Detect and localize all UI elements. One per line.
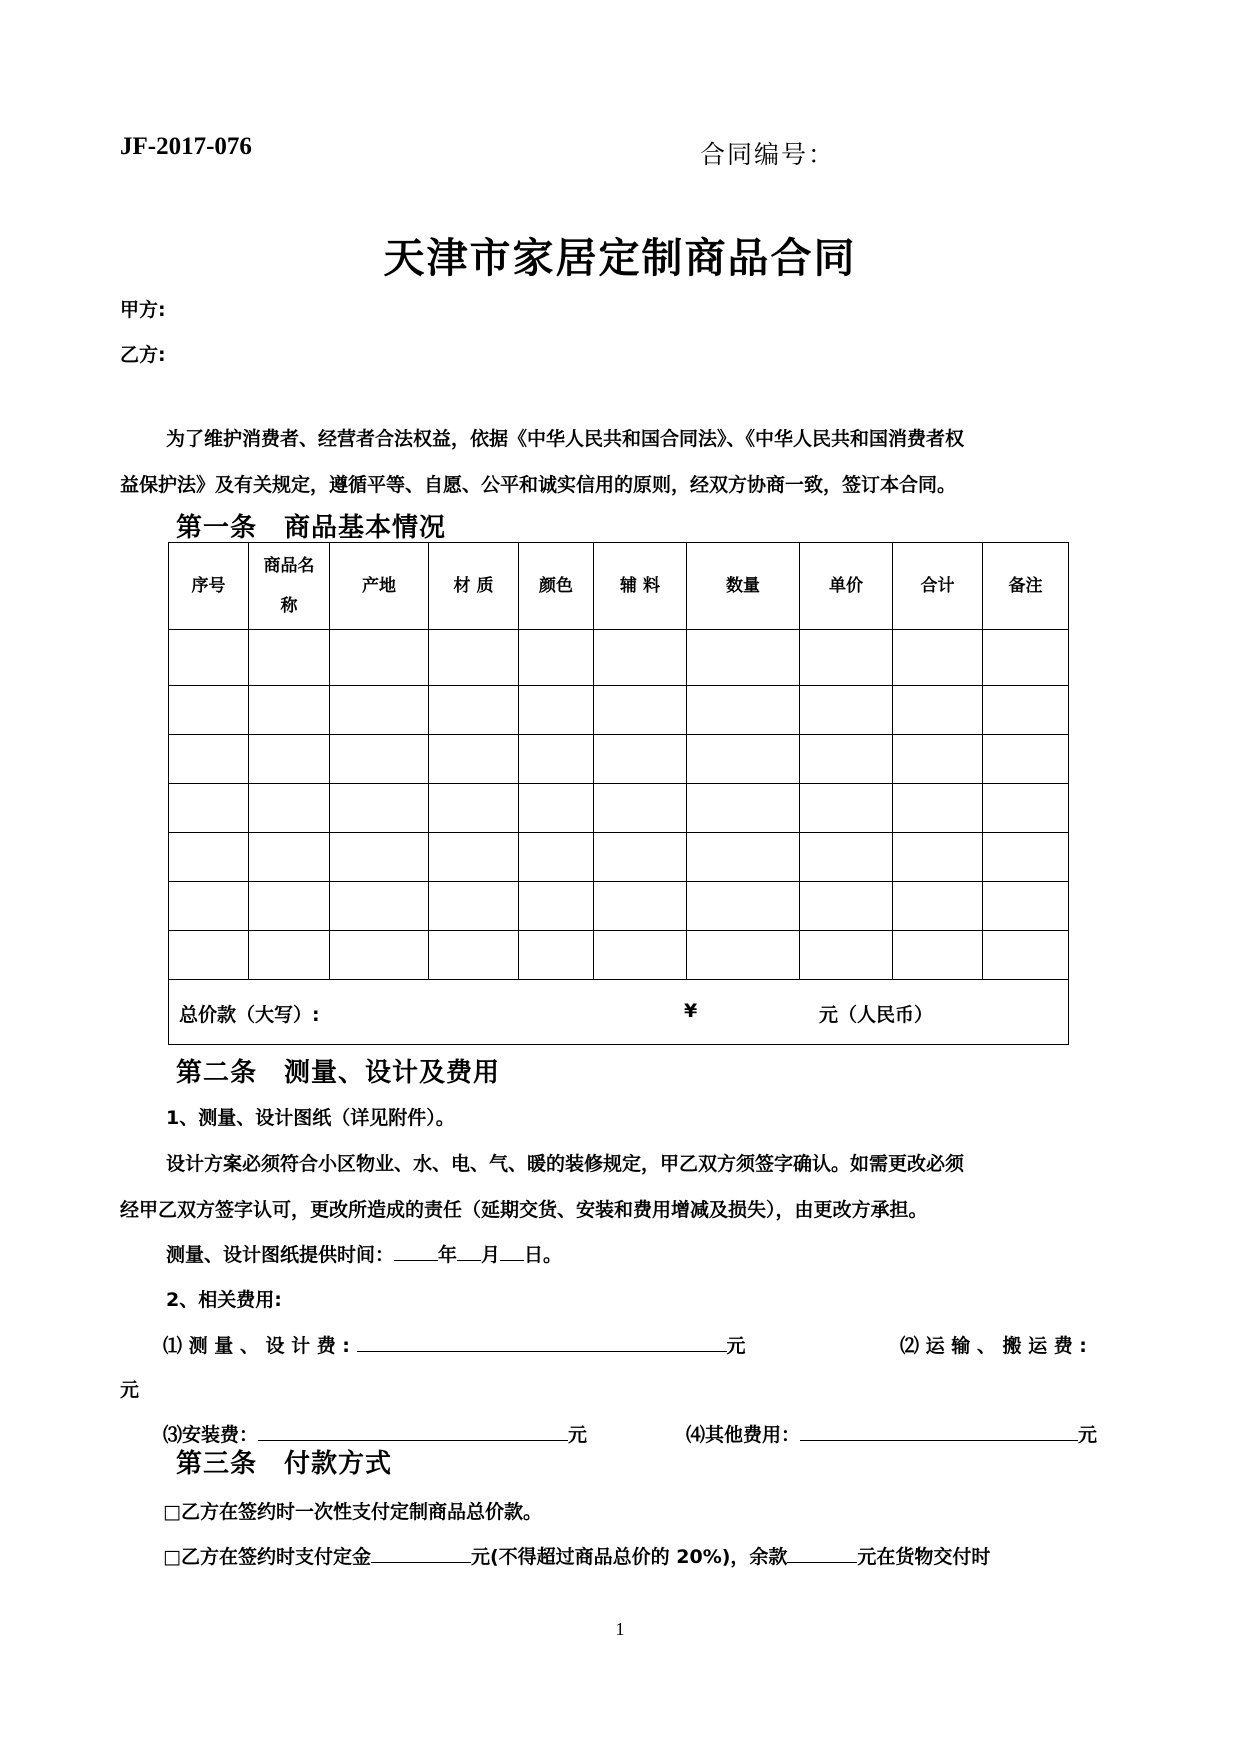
table-cell[interactable] xyxy=(800,735,893,784)
table-cell[interactable] xyxy=(800,630,893,686)
table-cell[interactable] xyxy=(687,931,800,980)
design-time-line xyxy=(166,1240,562,1267)
document-code: JF-2017-076 xyxy=(120,133,252,160)
table-cell[interactable] xyxy=(983,931,1069,980)
total-price-row xyxy=(169,980,1069,1045)
table-cell[interactable] xyxy=(893,882,983,931)
table-cell[interactable] xyxy=(594,630,687,686)
table-cell[interactable] xyxy=(594,735,687,784)
table-cell[interactable] xyxy=(429,630,519,686)
month-blank[interactable] xyxy=(457,1240,481,1261)
total-price-label: 总价款（大写）: xyxy=(179,1004,320,1026)
column-header: 备注 xyxy=(983,543,1069,630)
table-cell[interactable] xyxy=(249,686,330,735)
table-cell[interactable] xyxy=(519,931,594,980)
table-cell[interactable] xyxy=(169,735,249,784)
fee-install-unit: 元 xyxy=(568,1424,588,1446)
column-header: 产地 xyxy=(330,543,429,630)
table-cell[interactable] xyxy=(687,833,800,882)
party-a-label: 甲方: xyxy=(120,299,166,321)
table-cell[interactable] xyxy=(594,833,687,882)
table-cell[interactable] xyxy=(169,630,249,686)
table-cell[interactable] xyxy=(893,784,983,833)
table-cell[interactable] xyxy=(893,735,983,784)
table-cell[interactable] xyxy=(594,882,687,931)
deposit-label: □乙方在签约时支付定金 xyxy=(163,1546,371,1568)
section1-heading: 第一条 商品基本情况 xyxy=(176,513,447,543)
table-cell[interactable] xyxy=(594,686,687,735)
column-header: 序号 xyxy=(169,543,249,630)
table-cell[interactable] xyxy=(687,882,800,931)
table-cell[interactable] xyxy=(330,630,429,686)
table-cell[interactable] xyxy=(983,882,1069,931)
table-cell[interactable] xyxy=(429,882,519,931)
fee-transport-label: ⑵ 运 输 、 搬 运 费 : xyxy=(900,1335,1087,1357)
table-cell[interactable] xyxy=(519,686,594,735)
contract-number-label: 合同编号： xyxy=(700,140,836,169)
table-cell[interactable] xyxy=(169,882,249,931)
fee-install-blank[interactable] xyxy=(258,1420,568,1441)
fee-measure-design-blank[interactable] xyxy=(357,1331,727,1352)
payment-option-full[interactable]: □乙方在签约时一次性支付定制商品总价款。 xyxy=(163,1501,542,1523)
total-price-cell[interactable] xyxy=(169,980,1069,1045)
table-cell[interactable] xyxy=(519,882,594,931)
table-cell[interactable] xyxy=(169,833,249,882)
table-cell[interactable] xyxy=(169,784,249,833)
table-row xyxy=(169,931,1069,980)
table-row xyxy=(169,784,1069,833)
column-header: 单价 xyxy=(800,543,893,630)
table-cell[interactable] xyxy=(429,686,519,735)
page-number: 1 xyxy=(615,1619,625,1639)
table-cell[interactable] xyxy=(330,833,429,882)
table-cell[interactable] xyxy=(983,630,1069,686)
table-cell[interactable] xyxy=(893,833,983,882)
table-cell[interactable] xyxy=(687,735,800,784)
table-row xyxy=(169,630,1069,686)
column-header: 合计 xyxy=(893,543,983,630)
fee-other-blank[interactable] xyxy=(800,1420,1078,1441)
table-cell[interactable] xyxy=(519,630,594,686)
column-header: 数量 xyxy=(687,543,800,630)
balance-note: 元在货物交付时 xyxy=(857,1546,991,1568)
table-cell[interactable] xyxy=(687,784,800,833)
table-cell[interactable] xyxy=(249,882,330,931)
deposit-note: 元(不得超过商品总价的 20%)，余款 xyxy=(470,1546,788,1568)
fee-other-unit: 元 xyxy=(1078,1424,1098,1446)
measure-design-item: 1、测量、设计图纸（详见附件）。 xyxy=(166,1107,455,1129)
preamble-line-2: 益保护法》及有关规定，遵循平等、自愿、公平和诚实信用的原则，经双方协商一致，签订本合同。 xyxy=(120,474,957,496)
table-cell[interactable] xyxy=(519,784,594,833)
page-title: 天津市家居定制商品合同 xyxy=(383,234,857,282)
table-cell[interactable] xyxy=(983,833,1069,882)
table-row xyxy=(169,882,1069,931)
table-cell[interactable] xyxy=(687,686,800,735)
design-time-label: 测量、设计图纸提供时间： xyxy=(166,1244,395,1266)
fee-measure-design-label: ⑴ 测 量 、 设 计 费 : xyxy=(163,1335,350,1357)
table-cell[interactable] xyxy=(249,630,330,686)
column-header: 辅 料 xyxy=(594,543,687,630)
table-cell[interactable] xyxy=(429,735,519,784)
table-cell[interactable] xyxy=(330,735,429,784)
table-cell[interactable] xyxy=(249,784,330,833)
column-header-text: 商品名称 xyxy=(263,556,315,616)
table-cell[interactable] xyxy=(893,931,983,980)
year-blank[interactable] xyxy=(394,1240,438,1261)
table-row xyxy=(169,686,1069,735)
rmb-unit-label: 元（人民币） xyxy=(819,1004,934,1026)
table-cell[interactable] xyxy=(249,833,330,882)
table-cell[interactable] xyxy=(429,784,519,833)
table-cell[interactable] xyxy=(330,784,429,833)
fee-other-label: ⑷其他费用： xyxy=(686,1424,801,1446)
goods-table xyxy=(168,542,1069,1045)
table-cell[interactable] xyxy=(983,686,1069,735)
party-b-label: 乙方: xyxy=(120,344,166,366)
table-cell[interactable] xyxy=(983,784,1069,833)
table-cell[interactable] xyxy=(429,833,519,882)
column-header xyxy=(249,543,330,630)
design-rule-line-2: 经甲乙双方签字认可，更改所造成的责任（延期交货、安装和费用增减及损失），由更改方承担。 xyxy=(120,1199,928,1221)
table-cell[interactable] xyxy=(594,931,687,980)
month-label: 月 xyxy=(481,1244,501,1266)
table-cell[interactable] xyxy=(983,735,1069,784)
table-row xyxy=(169,833,1069,882)
fee-install-label: ⑶安装费： xyxy=(163,1424,259,1446)
table-cell[interactable] xyxy=(800,931,893,980)
goods-table-header xyxy=(169,543,1069,630)
payment-option-deposit[interactable] xyxy=(163,1542,990,1569)
table-cell[interactable] xyxy=(519,833,594,882)
preamble-line-1: 为了维护消费者、经营者合法权益，依据《中华人民共和国合同法》、《中华人民共和国消费者权 xyxy=(166,428,965,450)
balance-blank[interactable] xyxy=(787,1542,857,1563)
year-label: 年 xyxy=(438,1244,458,1266)
table-cell[interactable] xyxy=(893,686,983,735)
table-cell[interactable] xyxy=(800,833,893,882)
table-cell[interactable] xyxy=(800,686,893,735)
table-cell[interactable] xyxy=(249,735,330,784)
table-cell[interactable] xyxy=(169,686,249,735)
table-cell[interactable] xyxy=(249,931,330,980)
table-cell[interactable] xyxy=(330,931,429,980)
table-cell[interactable] xyxy=(429,931,519,980)
day-label: 日。 xyxy=(524,1244,563,1266)
column-header: 材 质 xyxy=(429,543,519,630)
fee-measure-design-unit: 元 xyxy=(726,1335,746,1357)
table-cell[interactable] xyxy=(330,686,429,735)
table-cell[interactable] xyxy=(800,882,893,931)
table-cell[interactable] xyxy=(330,882,429,931)
table-cell[interactable] xyxy=(687,630,800,686)
table-cell[interactable] xyxy=(893,630,983,686)
day-blank[interactable] xyxy=(500,1240,524,1261)
fee-other-line xyxy=(686,1420,1097,1447)
related-fees-item: 2、相关费用: xyxy=(166,1289,282,1311)
table-cell[interactable] xyxy=(519,735,594,784)
section2-heading: 第二条 测量、设计及费用 xyxy=(176,1058,501,1088)
fee-transport-unit: 元 xyxy=(120,1379,140,1401)
table-cell[interactable] xyxy=(594,784,687,833)
column-header: 颜色 xyxy=(519,543,594,630)
fee-measure-design-line xyxy=(163,1331,746,1358)
yen-symbol: ¥ xyxy=(684,1000,698,1022)
deposit-blank[interactable] xyxy=(371,1542,471,1563)
section3-heading: 第三条 付款方式 xyxy=(176,1449,393,1479)
design-rule-line-1: 设计方案必须符合小区物业、水、电、气、暖的装修规定，甲乙双方须签字确认。如需更改必须 xyxy=(166,1153,965,1175)
table-row xyxy=(169,735,1069,784)
table-cell[interactable] xyxy=(800,784,893,833)
table-cell[interactable] xyxy=(169,931,249,980)
